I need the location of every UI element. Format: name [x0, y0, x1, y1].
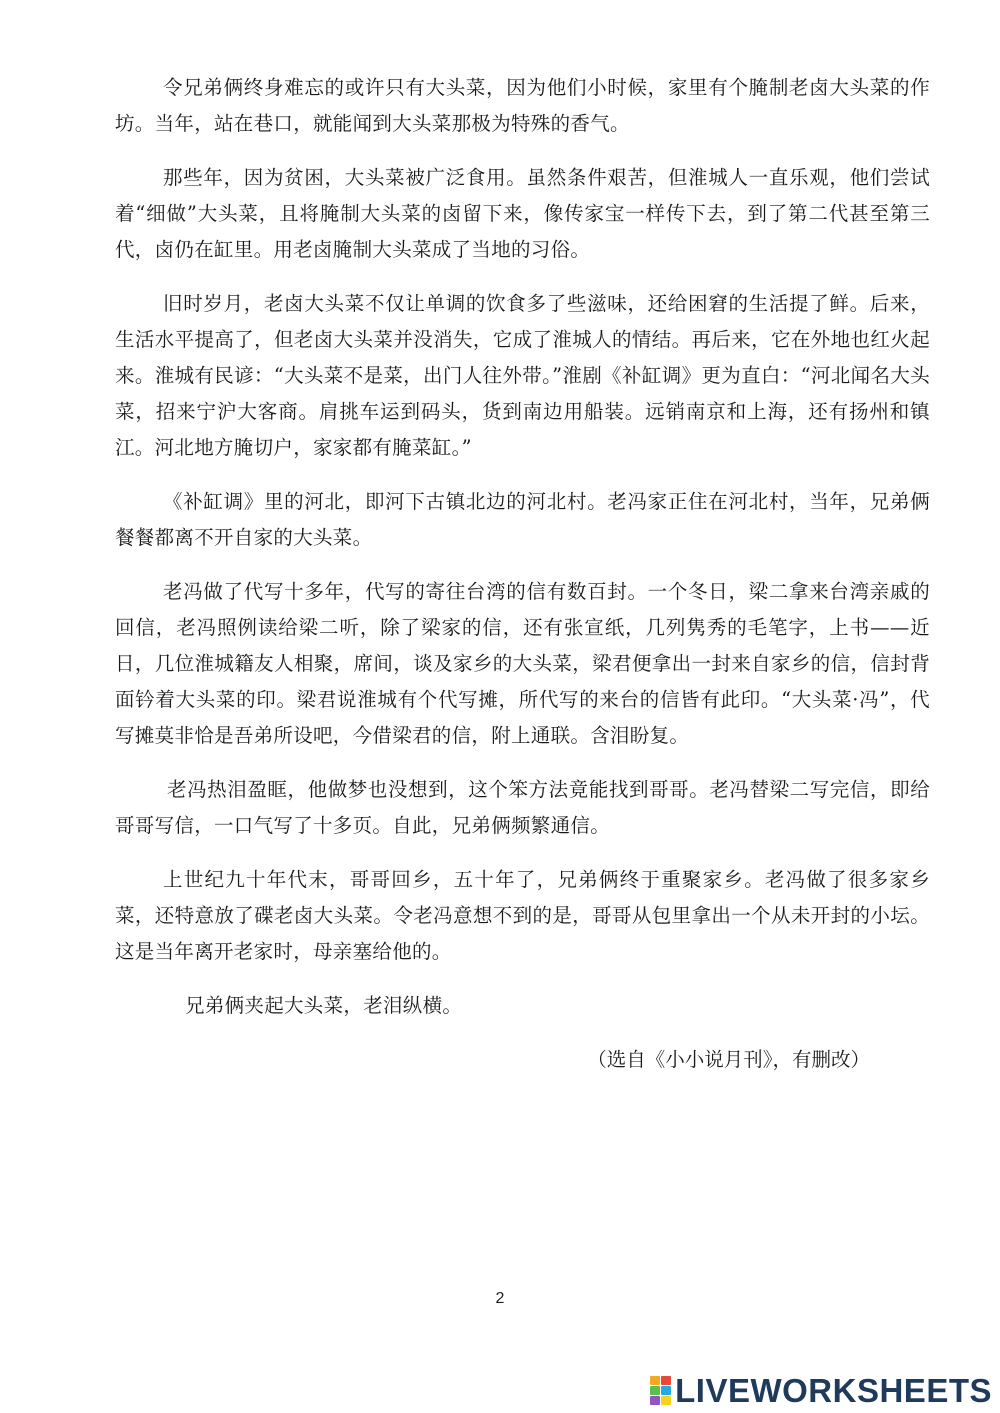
- logo-tile: [661, 1376, 671, 1385]
- paragraph-5: 老冯做了代写十多年，代写的寄往台湾的信有数百封。一个冬日，梁二拿来台湾亲戚的回信，老冯照例读给梁二听，除了梁家的信，还有张宣纸，几列隽秀的毛笔字，上书——近日，几位淮城籍友人相聚，席间，谈及家乡的大头菜，梁君便拿出一封来自家乡的信，信封背面钤着大头菜的印。梁君说淮城有个代写摊，所代写的来台的信皆有此印。“大头菜·冯”，代写摊莫非恰是吾弟所设吧，今借梁君的信，附上通联。含泪盼复。: [115, 580, 930, 747]
- page-number: 2: [495, 1290, 505, 1307]
- brand-name: LIVEWORKSHEETS: [675, 1372, 992, 1409]
- paragraph-7: 上世纪九十年代末，哥哥回乡，五十年了，兄弟俩终于重聚家乡。老冯做了很多家乡菜，还特意放了碟老卤大头菜。令老冯意想不到的是，哥哥从包里拿出一个从未开封的小坛。这是当年离开老家时，母亲塞给他的。: [115, 868, 930, 963]
- paragraph-2: 那些年，因为贫困，大头菜被广泛食用。虽然条件艰苦，但淮城人一直乐观，他们尝试着“细做”大头菜，且将腌制大头菜的卤留下来，像传家宝一样传下去，到了第二代甚至第三代，卤仍在缸里。用老卤腌制大头菜成了当地的习俗。: [115, 166, 930, 261]
- logo-tile: [661, 1396, 671, 1405]
- source-citation: （选自《小小说月刊》，有删改）: [587, 1048, 870, 1071]
- paragraph-1: 令兄弟俩终身难忘的或许只有大头菜，因为他们小时候，家里有个腌制老卤大头菜的作坊。当年，站在巷口，就能闻到大头菜那极为特殊的香气。: [115, 76, 930, 135]
- liveworksheets-logo-icon: [650, 1376, 672, 1406]
- logo-tile: [650, 1386, 660, 1395]
- paragraph-8: 兄弟俩夹起大头菜，老泪纵横。: [185, 994, 463, 1017]
- logo-tile: [650, 1396, 660, 1405]
- article-body: [115, 70, 930, 1078]
- logo-tile: [661, 1386, 671, 1395]
- liveworksheets-brand: [650, 1372, 992, 1410]
- paragraph-4: 《补缸调》里的河北，即河下古镇北边的河北村。老冯家正住在河北村，当年，兄弟俩餐餐都离不开自家的大头菜。: [115, 490, 930, 549]
- paragraph-6: 老冯热泪盈眶，他做梦也没想到，这个笨方法竟能找到哥哥。老冯替梁二写完信，即给哥哥写信，一口气写了十多页。自此，兄弟俩频繁通信。: [115, 778, 930, 837]
- logo-tile: [650, 1376, 660, 1385]
- paragraph-3: 旧时岁月，老卤大头菜不仅让单调的饮食多了些滋味，还给困窘的生活提了鲜。后来，生活水平提高了，但老卤大头菜并没消失，它成了淮城人的情结。再后来，它在外地也红火起来。淮城有民谚：“大头菜不是菜，出门人往外带。”淮剧《补缸调》更为直白：“河北闻名大头菜，招来宁沪大客商。肩挑车运到码头，货到南边用船装。远销南京和上海，还有扬州和镇江。河北地方腌切户，家家都有腌菜缸。”: [115, 292, 930, 459]
